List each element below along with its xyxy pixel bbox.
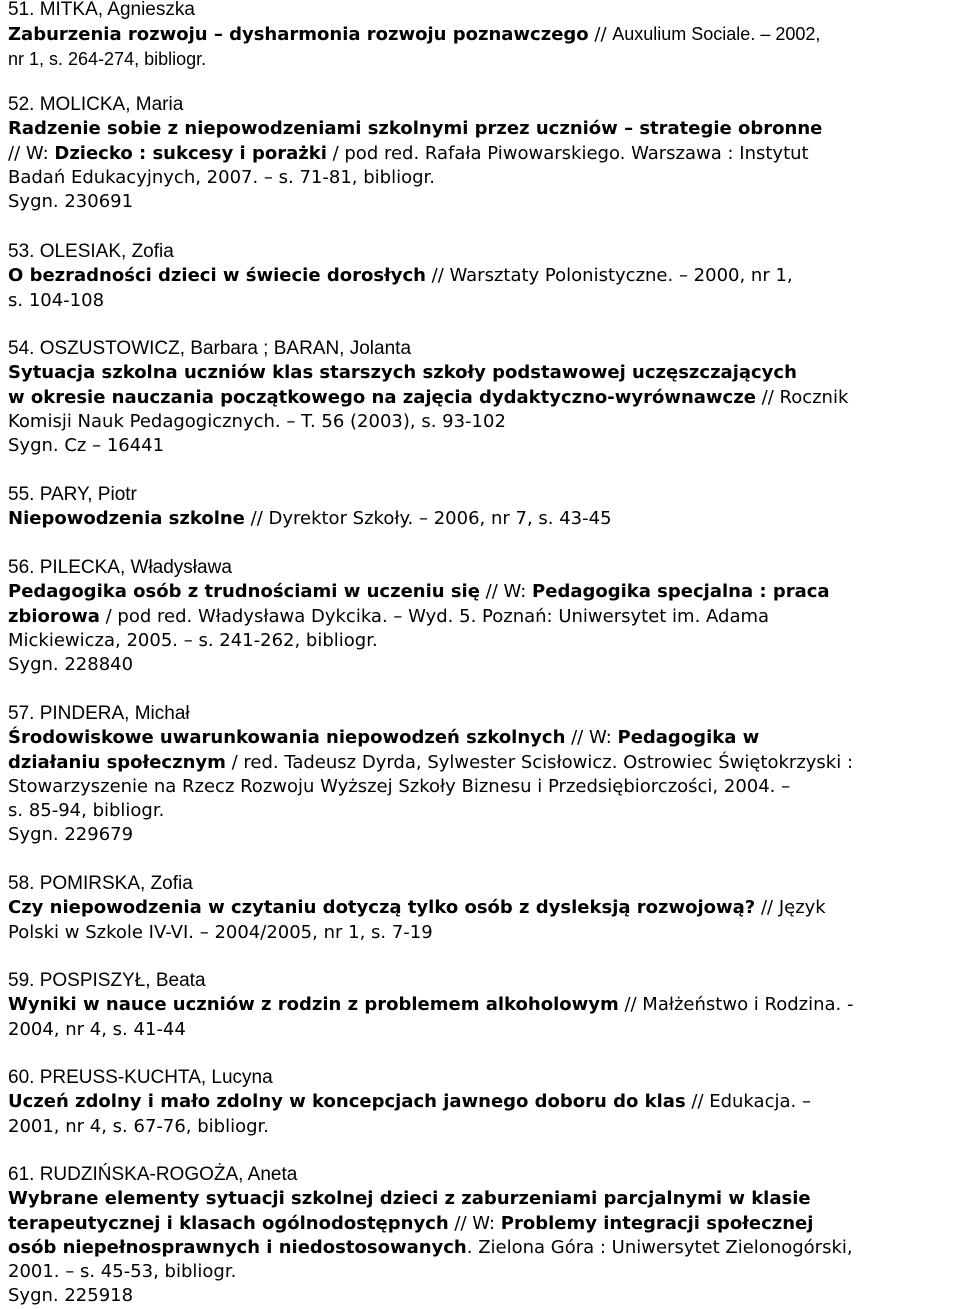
entry-line xyxy=(8,1212,960,1236)
entry-58 xyxy=(8,872,960,945)
entry-body xyxy=(8,507,960,531)
entry-text-segment: // W: xyxy=(565,727,618,749)
entry-title-segment: Pedagogika osób z trudnościami w uczeniu się xyxy=(8,581,480,603)
entry-text-segment: Sygn. 230691 xyxy=(8,191,134,213)
entry-text-segment: // xyxy=(588,24,613,46)
entry-line xyxy=(8,410,960,434)
entry-title-segment: terapeutycznej i klasach ogólnodostępnych xyxy=(8,1212,449,1234)
entry-text-segment: – 2002, xyxy=(755,24,821,45)
entry-body xyxy=(8,117,960,214)
entry-text-segment: Sygn. 225918 xyxy=(8,1285,134,1307)
entry-body xyxy=(8,726,960,847)
entry-line xyxy=(8,653,960,677)
entry-number: 58. xyxy=(8,873,35,894)
entry-text-segment: Sygn. 228840 xyxy=(8,654,134,676)
entry-text-segment: 2004, nr 4, s. 41-44 xyxy=(8,1018,186,1040)
entry-text-segment: 2001, nr 4, s. 67-76, bibliogr. xyxy=(8,1115,270,1137)
entry-line xyxy=(8,1018,960,1042)
entry-text-segment: // Edukacja. – xyxy=(685,1091,811,1113)
entry-text-segment: // W: xyxy=(479,581,533,603)
entry-line xyxy=(8,190,960,214)
entry-heading xyxy=(8,240,960,264)
entry-heading xyxy=(8,1163,960,1187)
entry-line xyxy=(8,22,960,46)
entry-60 xyxy=(8,1066,960,1139)
entry-author: PARY, Piotr xyxy=(39,484,137,505)
entry-line xyxy=(8,605,960,629)
entry-author: POMIRSKA, Zofia xyxy=(39,873,193,894)
entry-line xyxy=(8,1284,960,1308)
entry-line xyxy=(8,823,960,847)
entry-author: POSPISZYŁ, Beata xyxy=(39,970,206,991)
entry-line xyxy=(8,1236,960,1260)
entry-55 xyxy=(8,483,960,532)
entry-57 xyxy=(8,702,960,848)
entry-title-segment: Niepowodzenia szkolne xyxy=(8,508,245,530)
entry-text-segment: Stowarzyszenie na Rzecz Rozwoju Wyższej Szkoły Biznesu i Przedsiębiorczości, 2004. – xyxy=(8,775,791,797)
entry-line xyxy=(8,580,960,604)
entry-51 xyxy=(8,0,960,71)
entry-number: 61. xyxy=(8,1164,35,1185)
entry-text-segment: Polski w Szkole IV-VI. – 2004/2005, nr 1, s. 7-19 xyxy=(8,921,433,943)
entry-number: 57. xyxy=(8,703,35,724)
entry-line xyxy=(8,896,960,920)
entry-author: OLESIAK, Zofia xyxy=(39,241,174,262)
entry-text-segment: Auxulium Sociale. xyxy=(612,24,756,45)
entry-heading xyxy=(8,1066,960,1090)
entry-heading xyxy=(8,702,960,726)
entry-line xyxy=(8,799,960,823)
entry-body xyxy=(8,580,960,677)
entry-52 xyxy=(8,93,960,214)
entry-line xyxy=(8,434,960,458)
entry-title-segment: Środowiskowe uwarunkowania niepowodzeń szkolnych xyxy=(8,727,566,749)
entry-text-segment: // Dyrektor Szkoły. – 2006, nr 7, s. 43-45 xyxy=(244,508,612,530)
entry-title-segment: w okresie nauczania początkowego na zajęcia dydaktyczno-wyrównawcze xyxy=(8,386,756,408)
entry-line xyxy=(8,1115,960,1139)
entry-title-segment: działaniu społecznym xyxy=(8,751,226,773)
entry-text-segment: . Zielona Góra : Uniwersytet Zielonogórski, xyxy=(466,1236,853,1258)
entry-title-segment: Pedagogika w xyxy=(617,727,760,749)
entry-body xyxy=(8,22,960,71)
entry-line xyxy=(8,507,960,531)
entry-line xyxy=(8,361,960,385)
entry-text-segment: // W: xyxy=(448,1212,501,1234)
entry-heading xyxy=(8,337,960,361)
entry-number: 60. xyxy=(8,1067,35,1088)
entry-text-segment: // Warsztaty Polonistyczne. – 2000, nr 1, xyxy=(425,265,793,287)
entry-body xyxy=(8,896,960,945)
entry-title-segment: Wyniki w nauce uczniów z rodzin z problemem alkoholowym xyxy=(8,994,619,1016)
entry-text-segment: / pod red. Władysława Dykcika. – Wyd. 5. Poznań: Uniwersytet im. Adama xyxy=(99,605,770,627)
entry-author: PILECKA, Władysława xyxy=(39,557,232,578)
entry-author: PREUSS-KUCHTA, Lucyna xyxy=(39,1067,273,1088)
entry-author: PINDERA, Michał xyxy=(39,703,190,724)
entry-text-segment: Mickiewicza, 2005. – s. 241-262, bibliogr. xyxy=(8,629,378,651)
entry-line xyxy=(8,386,960,410)
entry-text-segment: // W: xyxy=(8,142,55,164)
entry-title-segment: Uczeń zdolny i mało zdolny w koncepcjach jawnego doboru do klas xyxy=(8,1091,686,1113)
entry-54 xyxy=(8,337,960,458)
entry-text-segment: 2001. – s. 45-53, bibliogr. xyxy=(8,1261,237,1283)
entry-line xyxy=(8,142,960,166)
entry-title-segment: Radzenie sobie z niepowodzeniami szkolnymi przez uczniów – strategie obronne xyxy=(8,118,823,140)
entry-heading xyxy=(8,556,960,580)
entry-author: OSZUSTOWICZ, Barbara ; BARAN, Jolanta xyxy=(39,338,412,359)
entry-line xyxy=(8,993,960,1017)
entry-title-segment: Zaburzenia rozwoju – dysharmonia rozwoju poznawczego xyxy=(8,24,589,46)
entry-61 xyxy=(8,1163,960,1309)
entry-number: 56. xyxy=(8,557,35,578)
entry-number: 59. xyxy=(8,970,35,991)
entry-text-segment: nr 1, s. 264-274, bibliogr. xyxy=(8,48,207,69)
entry-number: 55. xyxy=(8,484,35,505)
entry-text-segment: // Małżeństwo i Rodzina. - xyxy=(618,994,854,1016)
entry-title-segment: Czy niepowodzenia w czytaniu dotyczą tylko osób z dysleksją rozwojową? xyxy=(8,897,756,919)
entry-title-segment: O bezradności dzieci w świecie dorosłych xyxy=(8,265,426,287)
entry-title-segment: zbiorowa xyxy=(8,605,100,627)
entry-title-segment: Wybrane elementy sytuacji szkolnej dzieci z zaburzeniami parcjalnymi w klasie xyxy=(8,1188,811,1210)
entry-author: MOLICKA, Maria xyxy=(39,94,184,115)
entry-title-segment: Pedagogika specjalna : praca xyxy=(532,581,830,603)
entry-56 xyxy=(8,556,960,677)
entry-author: MITKA, Agnieszka xyxy=(39,0,195,20)
entry-text-segment: / pod red. Rafała Piwowarskiego. Warszawa : Instytut xyxy=(326,142,809,164)
entry-heading xyxy=(8,483,960,507)
entry-53 xyxy=(8,240,960,313)
entry-title-segment: osób niepełnosprawnych i niedostosowanych xyxy=(8,1236,467,1258)
entry-body xyxy=(8,1090,960,1139)
entry-text-segment: Badań Edukacyjnych, 2007. – s. 71-81, bibliogr. xyxy=(8,166,435,188)
entry-author: RUDZIŃSKA-ROGOŻA, Aneta xyxy=(39,1164,298,1185)
entry-line xyxy=(8,264,960,288)
entry-line xyxy=(8,751,960,775)
entry-line xyxy=(8,166,960,190)
entry-line xyxy=(8,47,960,71)
entry-59 xyxy=(8,969,960,1042)
entry-body xyxy=(8,264,960,313)
entry-heading xyxy=(8,0,960,22)
entry-text-segment: s. 85-94, bibliogr. xyxy=(8,800,165,822)
entry-heading xyxy=(8,93,960,117)
entry-text-segment: / red. Tadeusz Dyrda, Sylwester Scisłowicz. Ostrowiec Świętokrzyski : xyxy=(225,751,854,773)
entry-text-segment: // Język xyxy=(755,897,826,919)
entry-text-segment: Sygn. Cz – 16441 xyxy=(8,435,165,457)
entry-number: 52. xyxy=(8,94,35,115)
entry-line xyxy=(8,775,960,799)
entry-heading xyxy=(8,969,960,993)
entry-text-segment: Komisji Nauk Pedagogicznych. – T. 56 (2003), s. 93-102 xyxy=(8,410,506,432)
entry-title-segment: Sytuacja szkolna uczniów klas starszych szkoły podstawowej uczęszczających xyxy=(8,362,797,384)
entry-body xyxy=(8,361,960,458)
entry-line xyxy=(8,289,960,313)
entry-title-segment: Problemy integracji społecznej xyxy=(500,1212,814,1234)
entry-heading xyxy=(8,872,960,896)
entry-number: 53. xyxy=(8,241,35,262)
entry-title-segment: Dziecko : sukcesy i porażki xyxy=(54,142,327,164)
entry-line xyxy=(8,726,960,750)
entry-line xyxy=(8,921,960,945)
entry-text-segment: // Rocznik xyxy=(755,386,849,408)
entry-number: 54. xyxy=(8,338,35,359)
entry-line xyxy=(8,117,960,141)
entry-body xyxy=(8,1187,960,1308)
entry-line xyxy=(8,1187,960,1211)
entry-line xyxy=(8,629,960,653)
entry-number: 51. xyxy=(8,0,35,20)
entry-text-segment: s. 104-108 xyxy=(8,289,105,311)
entry-text-segment: Sygn. 229679 xyxy=(8,824,134,846)
entry-line xyxy=(8,1260,960,1284)
entry-line xyxy=(8,1090,960,1114)
entry-body xyxy=(8,993,960,1042)
